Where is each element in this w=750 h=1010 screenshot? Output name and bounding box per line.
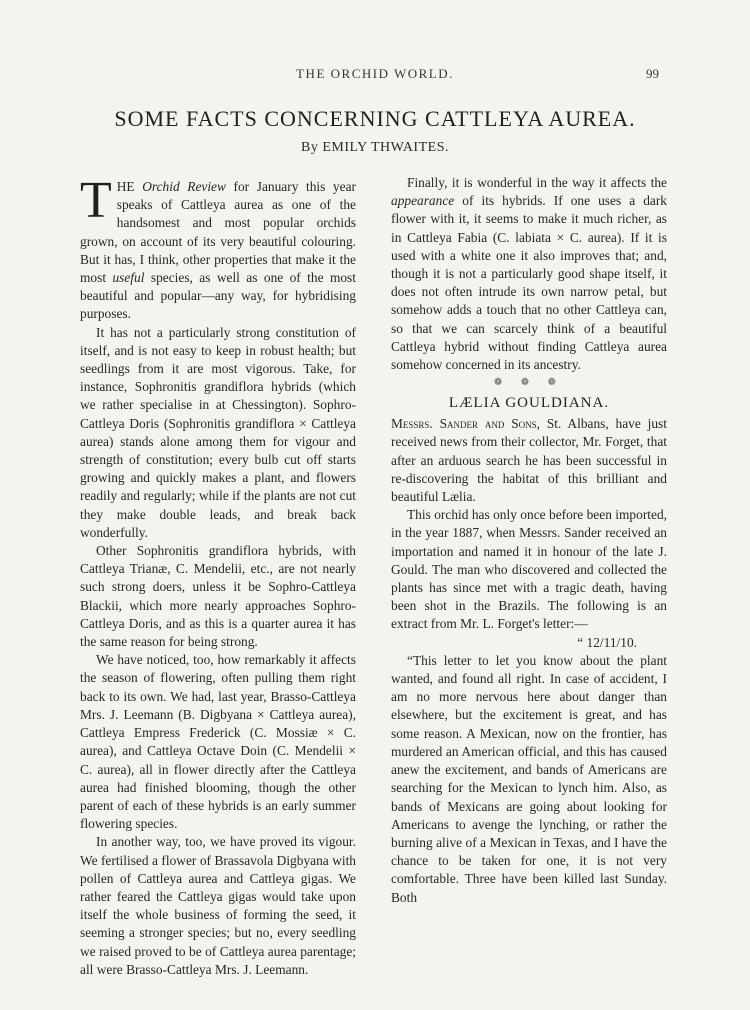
right-column	[391, 174, 667, 907]
section-heading: LÆLIA GOULDIANA.	[448, 395, 610, 412]
paragraph-9: “This letter to let you know about the plant wanted, and found all right. In case of accident, I am no more nervous here about danger than elsewhere, but the excitement is great, and has some reason. A Mexican, now on the frontier, has murdered an American official, and this has caused anew the excitement, and bands of Americans are searching for the Mexican to lynch him. Also, as bands of Mexicans are going about looking for Americans to avenge the lynching, or rather the burning alive of a Mexican in Texas, and I have the chance to be taken for one, it is not very comfortable. Three have been killed last Sunday. Both	[391, 652, 667, 905]
article-title: SOME FACTS CONCERNING CATTLEYA AUREA.	[114, 106, 636, 131]
letter-date: “ 12/11/10.	[577, 634, 637, 650]
paragraph-6-text-a: Finally, it is wonderful in the way it affects the	[407, 175, 667, 190]
paragraph-4: We have noticed, too, how remarkably it affects the season of flowering, often pulling them right back to its own. We had, last year, Brasso-Cattleya Mrs. J. Leemann (B. Digbyana × Cattleya aurea), Cattleya Empress Frederick (C. Mossiæ × C. aurea), and Cattleya Octave Doin (C. Mendelii × C. aurea), all in flower directly after the Cattleya aurea had finished blooming, though the other parent of each of these hybrids is an early summer flowering species.	[80, 652, 356, 832]
left-column	[80, 172, 356, 979]
paragraph-2: It has not a particularly strong constitution of itself, and is not easy to keep in robust health; but seedlings from it are most vigorous. Take, for instance, Sophronitis grandiflora hybrids (which we rather specialise in at Chessington). Sophro-Cattleya Doris (Sophronitis grandiflora × Cattleya aurea) stands alone among them for vigour and strength of constitution; every bulb cut off starts growing and quickly makes a plant, and flowers readily and regularly; while if the plants are not cut they make double leads, and break back wonderfully.	[80, 324, 356, 540]
paragraph-1-text-a: HE	[116, 179, 143, 194]
article-byline: By EMILY THWAITES.	[301, 140, 449, 155]
paragraph-1	[80, 172, 356, 324]
page-number: 99	[646, 66, 659, 81]
paragraph-6	[391, 174, 667, 374]
paragraph-7-text: , St. Albans, have just received news from their collector, Mr. Forget, that after an arduous search he has been successful in re-discovering the habitat of this brilliant and beautiful Lælia.	[391, 416, 667, 505]
drop-cap: T	[80, 172, 112, 229]
appearance-emphasis: appearance	[391, 193, 455, 209]
paragraph-8: This orchid has only once before been imported, in the year 1887, when Messrs. Sander received an importation and named it in honour of the late J. Gould. The man who discovered and collected the plants has since met with a tragic death, having been shot in the Brazils. The following is an extract from Mr. L. Forget's letter:—	[391, 507, 667, 632]
paragraph-7	[391, 415, 667, 506]
section-ornament: ❁ ❁ ❁	[493, 377, 565, 389]
paragraph-6-text-b: of its hybrids. If one uses a dark flower with it, it seems to make it much richer, as in Cattleya Fabia (C. labiata × C. aurea). If it is used with a white one it also improves that; and, though it is not a particularly good shape itself, it does not often intrude its own narrow petal, but somehow adds a touch that no other Cattleya can, so that we can scarcely think of a beautiful Cattleya hybrid without finding Cattleya aurea somehow concerned in its ancestry.	[391, 193, 667, 373]
paragraph-3: Other Sophronitis grandiflora hybrids, with Cattleya Trianæ, C. Mendelii, etc., are not nearly such strong doers, unless it be Sophro-Cattleya Blackii, which more nearly approaches Sophro-Cattleya Doris, and as this is a quarter aurea it has the same reason for being strong.	[80, 543, 356, 650]
paragraph-1-text-c: species, as well as one of the most beautiful and popular—any way, for hybridising purposes.	[80, 270, 356, 322]
paragraph-1-text-b: for January this year speaks of Cattleya aurea as one of the handsomest and most popular orchids grown, on account of its very beautiful colouring. But it has, I think, other properties that make it the most	[80, 179, 356, 286]
useful-emphasis: useful	[112, 270, 145, 286]
paragraph-5: In another way, too, we have proved its vigour. We fertilised a flower of Brassavola Digbyana with pollen of Cattleya aurea and Cattleya gigas. We rather feared the Cattleya gigas would take upon itself the whole business of forming the seed, it seeming a stronger species; but no, every seedling we raised proved to be of Cattleya aurea parentage; all were Brasso-Cattleya Mrs. J. Leemann.	[80, 834, 356, 977]
orchid-review-title: Orchid Review	[142, 179, 226, 194]
running-head: THE ORCHID WORLD.	[296, 66, 454, 81]
sander-and-sons: Messrs. Sander and Sons	[391, 416, 537, 432]
